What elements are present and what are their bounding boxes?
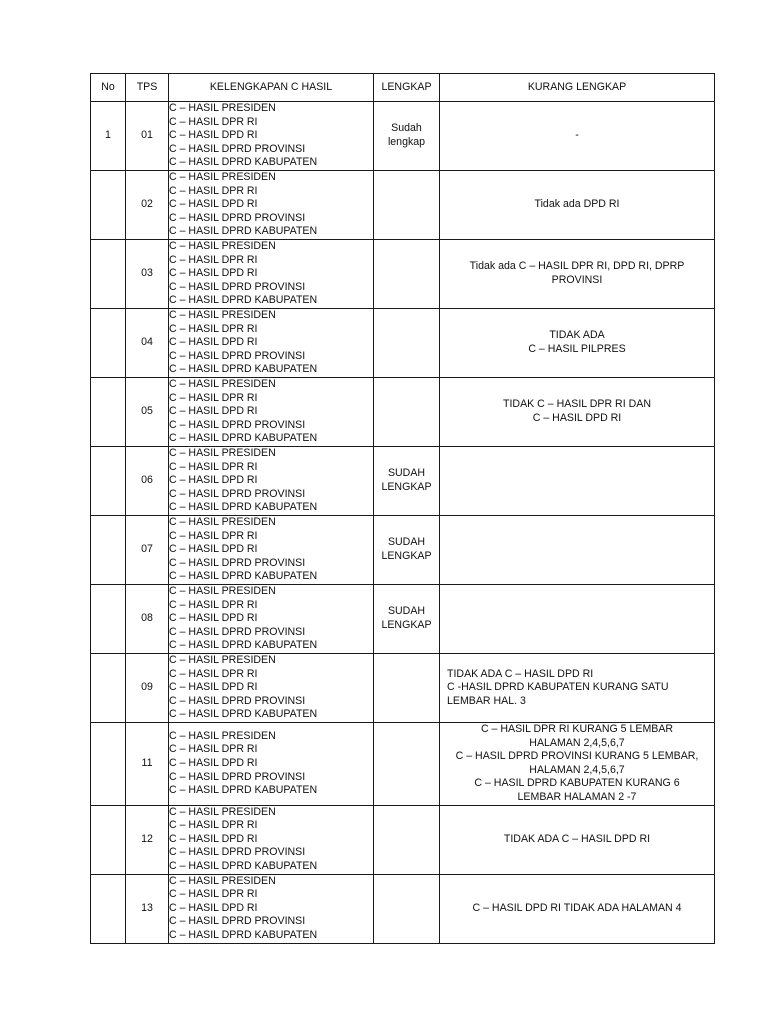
kurang-lengkap-text: Tidak ada C – HASIL DPR RI, DPD RI, DPRP (469, 260, 685, 273)
header-lengkap: LENGKAP (374, 74, 440, 102)
table-row (91, 447, 715, 516)
kelengkapan-item: C – HASIL DPR RI (169, 598, 258, 611)
row-number (91, 874, 126, 943)
kelengkapan-item: C – HASIL DPR RI (169, 888, 258, 901)
kelengkapan-item: C – HASIL DPR RI (169, 743, 258, 756)
kelengkapan-item: C – HASIL DPRD KABUPATEN (169, 784, 318, 797)
row-number (91, 805, 126, 874)
tps-number: 11 (126, 723, 169, 806)
kelengkapan-item: C – HASIL DPR RI (169, 253, 258, 266)
kelengkapan-item: C – HASIL PRESIDEN (169, 102, 276, 115)
kelengkapan-item: C – HASIL DPRD KABUPATEN (169, 859, 318, 872)
row-number (91, 171, 126, 240)
lengkap-status (374, 805, 440, 874)
kelengkapan-item: C – HASIL PRESIDEN (169, 378, 276, 391)
kelengkapan-item: C – HASIL DPRD PROVINSI (169, 694, 306, 707)
kelengkapan-item: C – HASIL DPRD KABUPATEN (169, 363, 318, 376)
header-kelengkapan: KELENGKAPAN C HASIL (169, 74, 374, 102)
kurang-lengkap-text: C – HASIL DPD RI (532, 412, 622, 424)
kelengkapan-item: C – HASIL DPD RI (169, 336, 258, 349)
kelengkapan-list (169, 171, 374, 240)
tps-number: 05 (126, 378, 169, 447)
header-no: No (91, 74, 126, 102)
kurang-lengkap-note (440, 805, 715, 874)
kelengkapan-item: C – HASIL DPRD PROVINSI (169, 418, 306, 431)
kurang-lengkap-text: HALAMAN 2,4,5,6,7 (529, 736, 625, 749)
kelengkapan-list (169, 102, 374, 171)
kelengkapan-item: C – HASIL DPD RI (169, 901, 258, 914)
kelengkapan-item: C – HASIL DPD RI (169, 405, 258, 418)
kelengkapan-item: C – HASIL DPR RI (169, 184, 258, 197)
lengkap-status (374, 874, 440, 943)
kelengkapan-list (169, 654, 374, 723)
kelengkapan-item: C – HASIL DPRD PROVINSI (169, 211, 306, 224)
kelengkapan-item: C – HASIL DPRD PROVINSI (169, 846, 306, 859)
table-row (91, 805, 715, 874)
kurang-lengkap-text: C -HASIL DPRD KABUPATEN KURANG SATU (447, 681, 669, 694)
lengkap-text: LENGKAP (381, 481, 432, 493)
kelengkapan-item: C – HASIL PRESIDEN (169, 240, 276, 253)
tps-number: 12 (126, 805, 169, 874)
table-row (91, 171, 715, 240)
table-row (91, 723, 715, 806)
kelengkapan-item: C – HASIL PRESIDEN (169, 516, 276, 529)
kurang-lengkap-text: C – HASIL DPRD KABUPATEN KURANG 6 (474, 777, 680, 790)
kurang-lengkap-text: TIDAK C – HASIL DPR RI DAN (503, 398, 651, 411)
kelengkapan-item: C – HASIL DPR RI (169, 391, 258, 404)
kurang-lengkap-text: - (575, 129, 579, 142)
kelengkapan-list (169, 805, 374, 874)
kelengkapan-item: C – HASIL PRESIDEN (169, 171, 276, 184)
row-number (91, 447, 126, 516)
kurang-lengkap-text: C – HASIL DPRD PROVINSI KURANG 5 LEMBAR, (455, 750, 699, 763)
kelengkapan-item: C – HASIL DPD RI (169, 756, 258, 769)
row-number (91, 240, 126, 309)
kurang-lengkap-text: PROVINSI (551, 274, 603, 286)
kelengkapan-item: C – HASIL DPR RI (169, 322, 258, 335)
kurang-lengkap-note (440, 378, 715, 447)
lengkap-status (374, 447, 440, 516)
kelengkapan-item: C – HASIL DPD RI (169, 267, 258, 280)
kurang-lengkap-note (440, 585, 715, 654)
kelengkapan-item: C – HASIL DPD RI (169, 832, 258, 845)
kelengkapan-item: C – HASIL DPRD KABUPATEN (169, 708, 318, 721)
header-row (91, 74, 715, 102)
tps-number: 08 (126, 585, 169, 654)
kelengkapan-item: C – HASIL DPD RI (169, 129, 258, 142)
kelengkapan-item: C – HASIL PRESIDEN (169, 309, 276, 322)
row-number (91, 309, 126, 378)
kelengkapan-item: C – HASIL DPD RI (169, 198, 258, 211)
kelengkapan-list (169, 585, 374, 654)
kelengkapan-item: C – HASIL PRESIDEN (169, 654, 276, 667)
kelengkapan-item: C – HASIL PRESIDEN (169, 447, 276, 460)
kurang-lengkap-text: C – HASIL DPD RI TIDAK ADA HALAMAN 4 (472, 901, 682, 914)
kurang-lengkap-text: TIDAK ADA (549, 329, 605, 342)
lengkap-text: SUDAH (387, 605, 426, 618)
kelengkapan-item: C – HASIL DPRD PROVINSI (169, 625, 306, 638)
row-number (91, 516, 126, 585)
kelengkapan-item: C – HASIL DPRD PROVINSI (169, 556, 306, 569)
kelengkapan-item: C – HASIL DPR RI (169, 819, 258, 832)
kelengkapan-item: C – HASIL DPRD KABUPATEN (169, 432, 318, 445)
table-row (91, 102, 715, 171)
row-number (91, 654, 126, 723)
tps-number: 13 (126, 874, 169, 943)
kurang-lengkap-text: LEMBAR HAL. 3 (447, 694, 526, 707)
kurang-lengkap-note (440, 723, 715, 806)
kurang-lengkap-note (440, 516, 715, 585)
kurang-lengkap-note (440, 447, 715, 516)
kurang-lengkap-text: Tidak ada DPD RI (534, 198, 620, 211)
tps-number: 01 (126, 102, 169, 171)
kelengkapan-item: C – HASIL DPRD PROVINSI (169, 349, 306, 362)
table-row (91, 874, 715, 943)
table-row (91, 240, 715, 309)
lengkap-text: LENGKAP (381, 550, 432, 562)
kurang-lengkap-note (440, 654, 715, 723)
kelengkapan-item: C – HASIL PRESIDEN (169, 874, 276, 887)
row-number (91, 378, 126, 447)
kelengkapan-item: C – HASIL DPD RI (169, 474, 258, 487)
lengkap-status (374, 654, 440, 723)
lengkap-status (374, 723, 440, 806)
kelengkapan-item: C – HASIL DPR RI (169, 667, 258, 680)
table-row (91, 585, 715, 654)
lengkap-text: SUDAH (387, 536, 426, 549)
kelengkapan-item: C – HASIL DPR RI (169, 460, 258, 473)
tps-number: 09 (126, 654, 169, 723)
kurang-lengkap-note (440, 240, 715, 309)
kelengkapan-item: C – HASIL DPRD KABUPATEN (169, 570, 318, 583)
row-number: 1 (91, 102, 126, 171)
kurang-lengkap-note (440, 309, 715, 378)
kelengkapan-item: C – HASIL DPRD KABUPATEN (169, 928, 318, 941)
tps-number: 07 (126, 516, 169, 585)
kelengkapan-item: C – HASIL DPRD PROVINSI (169, 770, 306, 783)
lengkap-status (374, 585, 440, 654)
kelengkapan-list (169, 447, 374, 516)
kurang-lengkap-text: HALAMAN 2,4,5,6,7 (529, 763, 625, 776)
kelengkapan-item: C – HASIL PRESIDEN (169, 805, 276, 818)
table-body (91, 102, 715, 944)
tps-number: 02 (126, 171, 169, 240)
kelengkapan-item: C – HASIL DPRD KABUPATEN (169, 156, 318, 169)
kelengkapan-list (169, 723, 374, 806)
kelengkapan-item: C – HASIL DPRD KABUPATEN (169, 639, 318, 652)
tps-number: 03 (126, 240, 169, 309)
kelengkapan-list (169, 874, 374, 943)
table-row (91, 654, 715, 723)
kelengkapan-item: C – HASIL DPR RI (169, 115, 258, 128)
kurang-lengkap-text: C – HASIL DPR RI KURANG 5 LEMBAR (480, 723, 674, 735)
kelengkapan-item: C – HASIL DPRD KABUPATEN (169, 501, 318, 514)
kelengkapan-item: C – HASIL PRESIDEN (169, 729, 276, 742)
kelengkapan-item: C – HASIL DPR RI (169, 529, 258, 542)
row-number (91, 723, 126, 806)
kelengkapan-item: C – HASIL DPD RI (169, 543, 258, 556)
lengkap-text: LENGKAP (381, 619, 432, 631)
kurang-lengkap-note (440, 874, 715, 943)
kelengkapan-item: C – HASIL DPRD PROVINSI (169, 142, 306, 155)
kelengkapan-list (169, 516, 374, 585)
lengkap-text: SUDAH (387, 467, 426, 480)
table-row (91, 309, 715, 378)
kelengkapan-item: C – HASIL PRESIDEN (169, 585, 276, 598)
kurang-lengkap-note (440, 102, 715, 171)
kelengkapan-list (169, 378, 374, 447)
lengkap-status (374, 378, 440, 447)
header-tps: TPS (126, 74, 169, 102)
table-row (91, 516, 715, 585)
kelengkapan-list (169, 240, 374, 309)
kurang-lengkap-note (440, 171, 715, 240)
lengkap-text: Sudah (391, 122, 422, 135)
kelengkapan-item: C – HASIL DPRD KABUPATEN (169, 294, 318, 307)
kurang-lengkap-text: C – HASIL PILPRES (528, 343, 626, 355)
kelengkapan-item: C – HASIL DPRD KABUPATEN (169, 225, 318, 238)
kelengkapan-item: C – HASIL DPRD PROVINSI (169, 487, 306, 500)
table-row (91, 378, 715, 447)
tps-number: 04 (126, 309, 169, 378)
header-kurang-lengkap: KURANG LENGKAP (440, 74, 715, 102)
kelengkapan-item: C – HASIL DPRD PROVINSI (169, 915, 306, 928)
kelengkapan-item: C – HASIL DPD RI (169, 612, 258, 625)
lengkap-status (374, 240, 440, 309)
lengkap-status (374, 171, 440, 240)
lengkap-status (374, 516, 440, 585)
kurang-lengkap-text: TIDAK ADA C – HASIL DPD RI (447, 667, 594, 680)
kelengkapan-item: C – HASIL DPRD PROVINSI (169, 280, 306, 293)
completeness-table (90, 73, 715, 944)
kurang-lengkap-text: LEMBAR HALAMAN 2 -7 (517, 790, 637, 803)
tps-number: 06 (126, 447, 169, 516)
kelengkapan-list (169, 309, 374, 378)
row-number (91, 585, 126, 654)
kelengkapan-item: C – HASIL DPD RI (169, 681, 258, 694)
lengkap-status (374, 309, 440, 378)
kurang-lengkap-text: TIDAK ADA C – HASIL DPD RI (503, 832, 651, 845)
lengkap-status (374, 102, 440, 171)
lengkap-text: lengkap (387, 136, 426, 148)
